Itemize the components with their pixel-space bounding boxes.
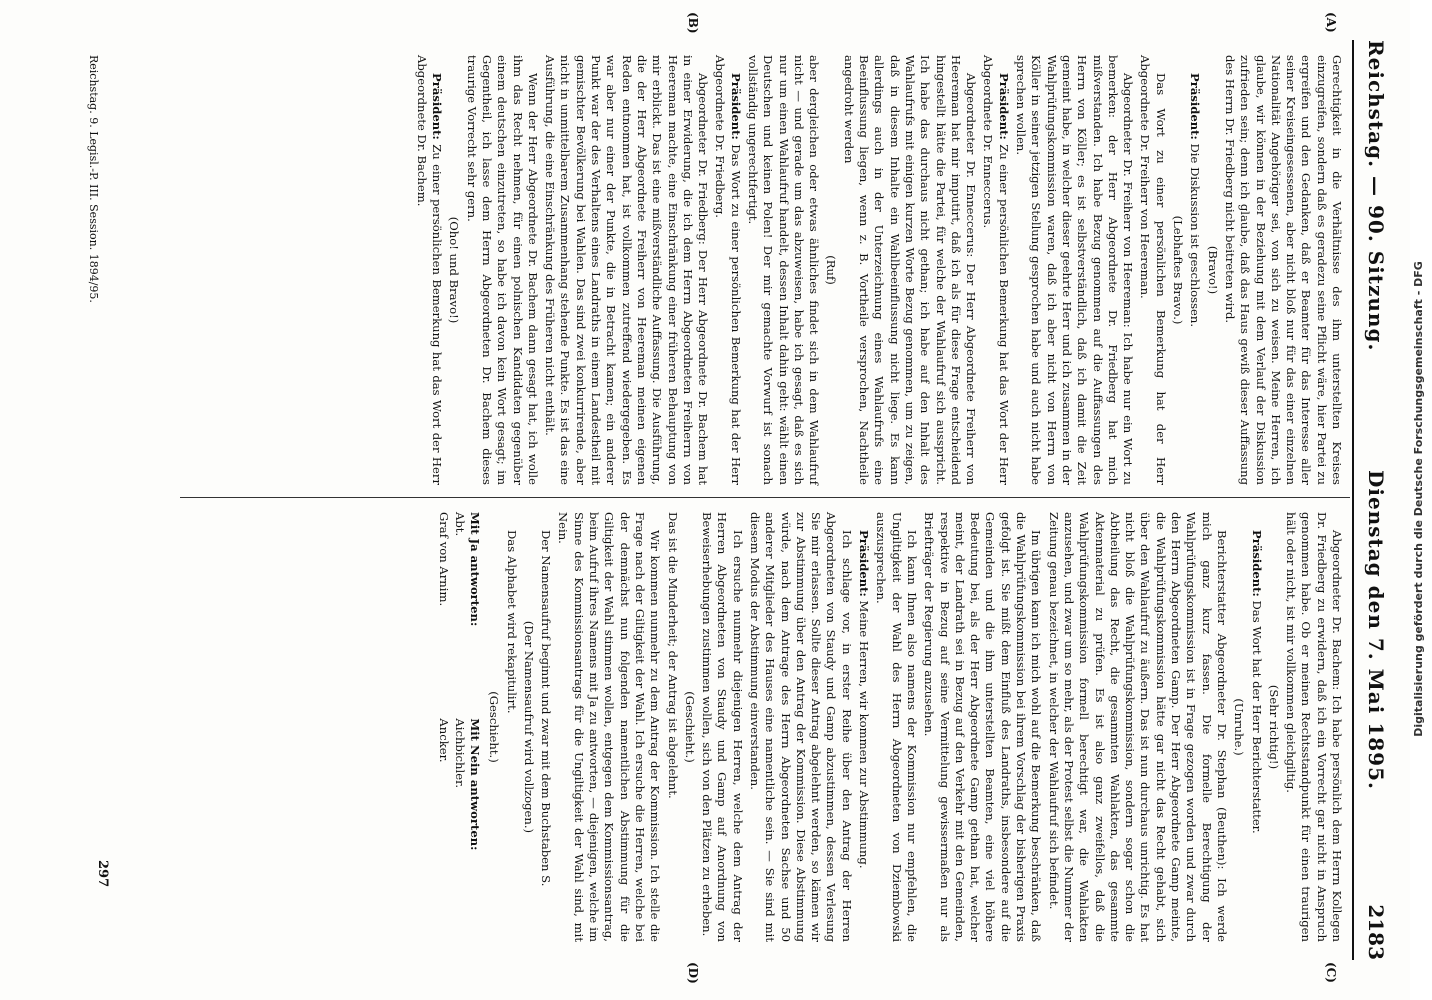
paragraph-text: Abgeordneter Dr. Friedberg: Der Herr Abgeordnete Dr. Bachem hat in einer Erwiderung, die ich dem Herrn Abgeordneten Freiherrn von Heereman machte, eine Einschränkung einer früheren Behauptung von mir erblickt. Das ist eine mißverständliche Auffassung. Die Ausführung, die der Herr Abgeordnete Freiherr von Heereman meinen eigenen Reden entnommen hat, ist vollkommen zutreffend wiedergegeben. Es war aber nur einer der Punkte, die in Betracht kamen; ein anderer Punkt war der des Verhaltens eines Landraths in einem Landestheil mit gemischter Bevölkerung bei Wahlen. Das sind zwei konkurrirende, aber nicht in unmittelbarem Zusammenhang stehende Punkte. Es ist das eine Ausführung, die eine Einschränkung des Früheren nicht enthält. — [543, 55, 711, 485]
paragraph — [856, 512, 871, 942]
paragraph-text: Berichterstatter Abgeordneter Dr. Stephan (Beuthen): Ich werde mich ganz kurz fassen. Die formelle Berechtigung der Wahlprüfungskommission ist in Frage gezogen worden und zwar durch den Herrn Abgeordneten Gamp. Der Herr Abgeordnete Gamp meinte, die Wahlprüfungskommission hätte gar nicht das Recht gehabt, sich über den Wahlaufruf zu äußern. Das ist nun durchaus unrichtig. Es hat nicht bloß die Wahlprüfungskommission, sondern sogar schon die Abtheilung das Recht, die gesammten Wahlakten, das gesammte Aktenmaterial zu prüfen. Es ist also ganz zweifellos, daß die Wahlprüfungskommission formell berechtigt war, die Wahlakten anzusehen, und zwar um so mehr, als der Protest selbst die Nummer der Zeitung genau bezeichnet, in welcher der Wahlaufruf sich befindet. — [1046, 512, 1229, 942]
paragraph-text: Das Wort zu einer persönlichen Bemerkung hat der Herr Abgeordnete Dr. Friedberg. — [713, 55, 743, 485]
page-footer: Reichstag. 9. Legisl.-P. III. Session. 1894/95. — [87, 55, 100, 303]
paragraph-text: (Sehr richtig!) — [1266, 684, 1281, 770]
margin-marker-b: (B) — [686, 12, 700, 34]
margin-marker-d: (D) — [686, 962, 700, 984]
paragraph-text: Das Alphabet wird rekapitulirt. — [504, 530, 519, 714]
paragraph — [555, 512, 662, 942]
paragraph-text: aber dergleichen oder etwas ähnliches findet sich in dem Wahlaufruf nicht — und gerade um das abzuweisen, habe ich gesagt, daß es sich nur um einen Wahlaufruf handelt, dessen Inhalt dahin geht: wählt einen Deutschen und keinen Polen! Der mir gemachte Vorwurf ist sonach vollständig ungerechtfertigt. — [746, 55, 822, 485]
paragraph-text: Wir kommen nunmehr zu dem Antrag der Kommission. Ich stelle die Frage nach der Giltigkeit der Wahl. Ich ersuche die Herren, welche bei der demnächst nun folgenden namentlichen Abstimmung für die Giltigkeit der Wahl stimmen wollen, entgegen dem Kommissionsantrag, beim Aufruf ihres Namens mit Ja zu antworten, — diejenigen, welche im Sinne des Kommissionsantrags für die Ungiltigkeit der Wahl sind, mit Nein. — [556, 512, 663, 942]
speaker-label: Präsident: — [728, 73, 743, 140]
page-header — [1358, 40, 1402, 960]
interjection — [1231, 512, 1246, 942]
paragraph-text: Ich kann Ihnen also namens der Kommission nur empfehlen, die Ungiltigkeit der Wahl des Herrn Abgeordneten von Dziembowski auszusprechen. — [874, 512, 919, 942]
bottom-page-number: 297 — [95, 860, 110, 888]
header-page-number: 2183 — [1364, 904, 1388, 960]
speaker-label: Präsident: — [1188, 73, 1203, 140]
vote-name: Abt. — [452, 512, 467, 537]
interjection — [446, 55, 461, 485]
paragraph — [538, 512, 553, 942]
paragraph-text: Die Diskussion ist geschlossen. — [1188, 139, 1203, 328]
paragraph-text: Im übrigen kann ich mich wohl auf die Bemerkung beschränken, daß die Wahlprüfungskommission bei ihrem Vorschlag der bisherigen Praxis gefolgt ist. Sie mißt dem Einfluß des Landraths, insbesondere auf die Gemeinden und die ihm unterstellten Beamten, eine viel höhere Bedeutung bei, als der Herr Abgeordnete Gamp gethan hat, welcher meint, der Landrath sei in Bezug auf den Verkehr mit den Gemeinden, respektive in Bezug auf seine Vermittelung gewissermaßen nur als Briefträger der Regierung anzusehen. — [922, 512, 1044, 942]
interjection — [823, 55, 838, 485]
vote-no-label: Mit Nein antworten: — [467, 718, 482, 851]
paragraph-text: Abgeordneter Dr. Enneccerus: Der Herr Abgeordnete Freiherr von Heereman hat mir imputirt, daß ich als für diese Frage entscheidend hingestellt hätte die Partei, für welche der Wahlaufruf sich ausspricht. Ich habe das durchaus nicht gethan; ich habe auf den Inhalt des Wahlaufrufs mit einigen kurzen Worte Bezug genommen, um zu zeigen, daß in diesem Inhalte ein Wahlbeeinflussung nicht liege. Es kann allerdings auch in der Unterzeichnung eines Wahlaufrufs eine Beeinflussung liegen, wenn z. B. Vortheile versprochen, Nachtheile angedroht werden — [841, 55, 979, 485]
paragraph-text: Der Namensaufruf beginnt und zwar mit dem Buchstaben S. — [539, 530, 554, 887]
header-center: Dienstag den 7. Mai 1895. — [1364, 470, 1388, 790]
paragraph — [542, 55, 710, 485]
paragraph-text: Das ist die Minderheit; der Antrag ist abgelehnt. — [665, 512, 680, 799]
paragraph — [1013, 55, 1135, 485]
paragraph — [712, 55, 743, 485]
paragraph-text: Meine Herren, wir kommen zur Abstimmung. — [857, 596, 872, 869]
paragraph — [413, 55, 444, 485]
paragraph-text: (Oho! und Bravo!) — [447, 216, 462, 324]
interjection — [486, 512, 501, 942]
paragraph — [463, 55, 539, 485]
paragraph — [921, 512, 1043, 942]
paragraph — [1248, 512, 1263, 942]
right-column — [436, 512, 1344, 942]
paragraph — [747, 512, 854, 942]
speaker-label: Präsident: — [857, 530, 872, 597]
paragraph — [873, 512, 919, 942]
paragraph — [1045, 512, 1229, 942]
paragraph-text: (Bravo!) — [1205, 245, 1220, 295]
paragraph — [980, 55, 1011, 485]
paragraph-text: (Unruhe.) — [1232, 698, 1247, 756]
vote-yes-list — [436, 512, 482, 718]
dfg-sidebar — [1410, 0, 1432, 1000]
paragraph-text: (Geschieht.) — [682, 691, 697, 763]
paragraph-text: (Geschieht.) — [487, 691, 502, 763]
header-rule — [1352, 40, 1354, 960]
paragraph-text: Zu einer persönlichen Bemerkung hat das Wort der Herr Abgeordnete Dr. Bachem. — [414, 55, 445, 485]
paragraph-text: Ich schlage vor, in erster Reihe über den Antrag der Herren Abgeordneten von Staudy und Gamp abzustimmen, dessen Verlesung Sie mir erlassen. Sollte dieser Antrag abgelehnt werden, so kämen wir zur Abstimmung über den Antrag der Kommission. Diese Abstimmung würde, nach dem Antrage des Herrn Abgeordneten Sachse und 50 anderer Mitglieder des Hauses eine namentliche sein. — Sie sind mit diesem Modus der Abstimmung einverstanden. — [748, 512, 854, 942]
dfg-credit-text: Digitalisierung gefördert durch die Deutsche Forschungsgemeinschaft - DFG — [1412, 261, 1425, 737]
interjection — [1170, 55, 1185, 485]
interjection — [682, 512, 697, 942]
paragraph-text: (Der Namensaufruf wird vollzogen.) — [521, 620, 536, 834]
interjection — [1204, 55, 1219, 485]
paragraph-text: Abgeordneter Dr. Freiherr von Heereman: Ich habe nur ein Wort zu bemerken: der Herr Abgeordnete Dr. Friedberg hat mich mißverstanden. Ich habe Bezug genommen auf die Auffassungen des Herrn von Köller; es ist selbstverständlich, daß ich damit die Zeit gemeint habe, in welcher dieser geehrte Herr und ich zusammen in der Wahlprüfungskommission waren, daß ich aber nicht von Herrn von Köller in seiner jetzigen Stellung gesprochen habe und auch nicht habe sprechen wollen. — [1014, 55, 1136, 485]
speaker-label: Präsident: — [430, 73, 445, 140]
paragraph-text: Das Wort zu einer persönlichen Bemerkung hat der Herr Abgeordnete Dr. Freiherr von Heereman. — [1138, 55, 1168, 485]
vote-yes-label: Mit Ja antworten: — [467, 512, 482, 627]
paragraph — [699, 512, 745, 942]
paragraph — [503, 512, 518, 942]
paragraph-text: Zu einer persönlichen Bemerkung hat das Wort der Herr Abgeordnete Dr. Enneccerus. — [981, 55, 1011, 485]
paragraph-text: Wenn der Herr Abgeordnete Dr. Bachem dann gesagt hat, ich wolle ihm das Recht nehmen, für einen polnischen Kandidaten gegenüber einem deutschen einzutreten, so habe ich davon kein Wort gesagt; im Gegentheil, ich lasse dem Herrn Abgeordneten Dr. Bachem dieses traurige Vorrecht sehr gern. — [464, 55, 540, 485]
interjection — [521, 512, 536, 942]
vote-no-list — [436, 718, 482, 924]
left-column — [411, 55, 1344, 485]
paragraph — [745, 55, 821, 485]
paragraph-text: (Ruf) — [824, 255, 839, 285]
vote-lists — [436, 512, 482, 942]
paragraph-text: Abgeordneter Dr. Bachem: Ich habe persönlich dem Herrn Kollegen Dr. Friedberg zu erwidern, daß ich ein Vorrecht gar nicht in Anspruch genommen habe. Ob er meinen Rechtsstandpunkt für einen traurigen hält oder nicht, ist mir vollkommen gleichgiltig. — [1284, 512, 1344, 942]
paragraph — [664, 512, 679, 942]
paragraph-text: (Lebhaftes Bravo.) — [1171, 215, 1186, 325]
vote-name: Ancker. — [437, 718, 452, 763]
paragraph — [1222, 55, 1344, 485]
paragraph-text: Ich ersuche nunmehr diejenigen Herren, welche dem Antrag der Herren Abgeordneten von Staudy und Gamp auf Anordnung von Beweiserhebungen zustimmen wollen, sich von den Plätzen zu erheben. — [700, 512, 745, 942]
interjection — [1266, 512, 1281, 942]
margin-marker-a: (A) — [1324, 12, 1338, 33]
paragraph — [1187, 55, 1202, 485]
vote-name: Graf von Arnim. — [437, 512, 452, 607]
header-left: Reichstag. — 90. Sitzung. — [1364, 40, 1388, 352]
paragraph — [1283, 512, 1344, 942]
speaker-label: Präsident: — [996, 73, 1011, 140]
paragraph-text: Das Wort hat der Herr Berichterstatter. — [1249, 596, 1264, 834]
paragraph-text: Gerechtigkeit in die Verhältnisse des ihm unterstellten Kreises einzugreifen, sondern daß es geradezu seine Pflicht wäre, hier Partei zu ergreifen und den Gedanken, daß er Beamter für das Interesse aller seiner Kreiseingesessenen, aber nicht bloß nur für das einer einzelnen Nationalität Angehöriger sei, von sich zu weisen. Meine Herren, ich glaube, wir können in der Beziehung mit dem Verlauf der Diskussion zufrieden sein; denn ich glaube, daß das Haus gewiß dieser Auffassung des Herrn Dr. Friedberg nicht beitreten wird. — [1222, 55, 1344, 485]
speaker-label: Präsident: — [1249, 530, 1264, 597]
margin-marker-c: (C) — [1324, 962, 1338, 983]
paragraph — [1137, 55, 1168, 485]
column-divider — [180, 497, 1350, 498]
vote-name: Aichbichler. — [452, 718, 467, 789]
paragraph — [841, 55, 979, 485]
